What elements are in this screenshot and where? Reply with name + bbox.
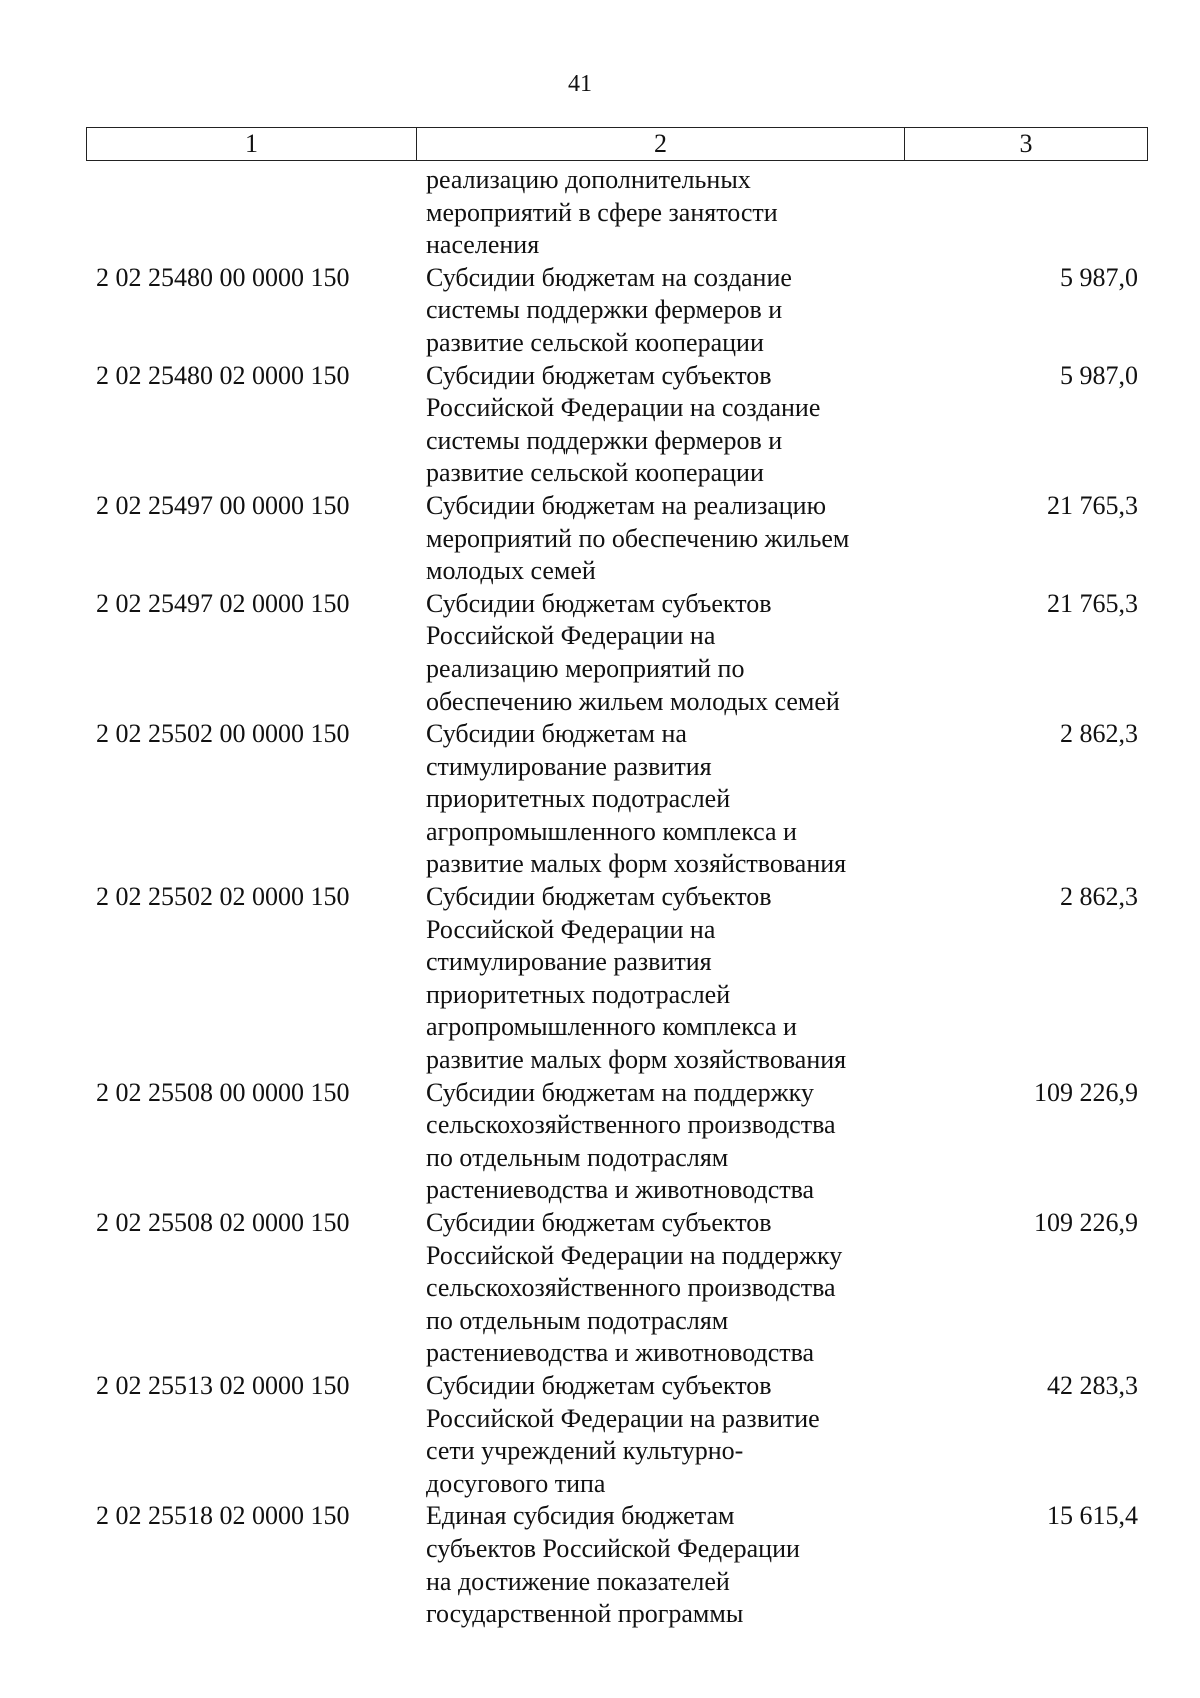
description-line: Российской Федерации на поддержку xyxy=(426,1240,843,1270)
budget-code xyxy=(86,164,416,262)
description-line: стимулирование развития xyxy=(426,751,712,781)
description-line: Субсидии бюджетам на создание xyxy=(426,262,792,292)
income-description xyxy=(416,1207,904,1370)
description-line: Единая субсидия бюджетам xyxy=(426,1501,735,1531)
description-line: Субсидии бюджетам субъектов xyxy=(426,1208,772,1237)
table-row xyxy=(86,881,1148,1077)
amount: 109 226,9 xyxy=(1034,1208,1138,1237)
description-line: по отдельным подотраслям xyxy=(426,1142,729,1172)
amount: 2 862,3 xyxy=(1060,882,1138,912)
income-description xyxy=(416,1370,904,1500)
column-header-2: 2 xyxy=(417,128,905,160)
description-line: развитие малых форм хозяйствования xyxy=(426,849,847,879)
budget-code: 2 02 25502 00 0000 150 xyxy=(96,719,350,749)
budget-code: 2 02 25480 02 0000 150 xyxy=(96,360,350,390)
table-row xyxy=(86,164,1148,262)
table-body xyxy=(86,164,1148,1631)
table-row xyxy=(86,1500,1148,1630)
amount: 5 987,0 xyxy=(1060,360,1138,390)
description-line: Субсидии бюджетам субъектов xyxy=(426,882,772,912)
description-line: развитие малых форм хозяйствования xyxy=(426,1045,847,1075)
description-line: Российской Федерации на создание xyxy=(426,393,821,423)
description-line: агропромышленного комплекса и xyxy=(426,816,797,846)
column-header-1: 1 xyxy=(87,128,417,160)
description-line: развитие сельской кооперации xyxy=(426,458,764,488)
description-line: государственной программы xyxy=(426,1599,744,1629)
description-line: агропромышленного комплекса и xyxy=(426,1012,797,1042)
budget-code: 2 02 25502 02 0000 150 xyxy=(96,882,350,912)
description-line: развитие сельской кооперации xyxy=(426,327,764,357)
income-description xyxy=(416,262,904,360)
table-row xyxy=(86,1207,1148,1370)
table-row xyxy=(86,1077,1148,1207)
description-line: Субсидии бюджетам субъектов xyxy=(426,1370,772,1400)
table-row xyxy=(86,262,1148,360)
budget-code: 2 02 25497 00 0000 150 xyxy=(96,490,350,520)
table-row xyxy=(86,718,1148,881)
description-line: стимулирование развития xyxy=(426,947,712,977)
budget-code: 2 02 25480 00 0000 150 xyxy=(96,262,350,292)
table-row xyxy=(86,360,1148,490)
description-line: приоритетных подотраслей xyxy=(426,979,731,1009)
description-line: Субсидии бюджетам на реализацию xyxy=(426,490,827,520)
income-description xyxy=(416,360,904,490)
income-description xyxy=(416,164,904,262)
amount: 42 283,3 xyxy=(1047,1370,1138,1400)
amount: 21 765,3 xyxy=(1047,490,1138,520)
income-description xyxy=(416,1077,904,1207)
description-line: сельскохозяйственного производства xyxy=(426,1273,836,1303)
description-line: мероприятий по обеспечению жильем xyxy=(426,523,850,553)
table-header xyxy=(86,127,1148,161)
income-description xyxy=(416,490,904,588)
description-line: по отдельным подотраслям xyxy=(426,1305,729,1335)
description-line: системы поддержки фермеров и xyxy=(426,295,783,325)
budget-code: 2 02 25508 00 0000 150 xyxy=(96,1077,350,1107)
description-line: Российской Федерации на развитие xyxy=(426,1403,820,1433)
description-line: субъектов Российской Федерации xyxy=(426,1533,800,1563)
amount: 109 226,9 xyxy=(1034,1077,1138,1107)
description-line: Российской Федерации на xyxy=(426,914,716,944)
budget-code: 2 02 25513 02 0000 150 xyxy=(96,1370,350,1400)
description-line: Субсидии бюджетам субъектов xyxy=(426,360,772,390)
description-line: сети учреждений культурно- xyxy=(426,1436,744,1466)
description-line: мероприятий в сфере занятости xyxy=(426,197,778,227)
income-description xyxy=(416,588,904,718)
description-line: Субсидии бюджетам на поддержку xyxy=(426,1077,814,1107)
column-header-3: 3 xyxy=(1019,129,1033,158)
page-number: 41 xyxy=(568,71,592,97)
description-line: населения xyxy=(426,230,540,260)
description-line: молодых семей xyxy=(426,556,596,586)
description-line: приоритетных подотраслей xyxy=(426,784,731,814)
budget-code: 2 02 25508 02 0000 150 xyxy=(96,1208,350,1237)
description-line: на достижение показателей xyxy=(426,1566,730,1596)
description-line: Российской Федерации на xyxy=(426,621,716,651)
budget-code: 2 02 25497 02 0000 150 xyxy=(96,588,350,618)
table-row xyxy=(86,490,1148,588)
amount: 21 765,3 xyxy=(1047,588,1138,618)
description-line: реализацию мероприятий по xyxy=(426,653,745,683)
description-line: досугового типа xyxy=(426,1468,606,1498)
description-line: сельскохозяйственного производства xyxy=(426,1110,836,1140)
description-line: растениеводства и животноводства xyxy=(426,1175,815,1205)
table-row xyxy=(86,588,1148,718)
description-line: обеспечению жильем молодых семей xyxy=(426,686,840,716)
income-description xyxy=(416,1500,904,1630)
description-line: системы поддержки фермеров и xyxy=(426,425,783,455)
income-description xyxy=(416,718,904,881)
amount xyxy=(904,164,1148,262)
amount: 15 615,4 xyxy=(1047,1501,1138,1531)
amount: 5 987,0 xyxy=(1060,262,1138,292)
description-line: Субсидии бюджетам субъектов xyxy=(426,588,772,618)
budget-code: 2 02 25518 02 0000 150 xyxy=(96,1501,350,1531)
description-line: Субсидии бюджетам на xyxy=(426,719,687,749)
description-line: реализацию дополнительных xyxy=(426,165,751,194)
description-line: растениеводства и животноводства xyxy=(426,1338,815,1368)
table-row xyxy=(86,1370,1148,1500)
income-description xyxy=(416,881,904,1077)
amount: 2 862,3 xyxy=(1060,719,1138,749)
